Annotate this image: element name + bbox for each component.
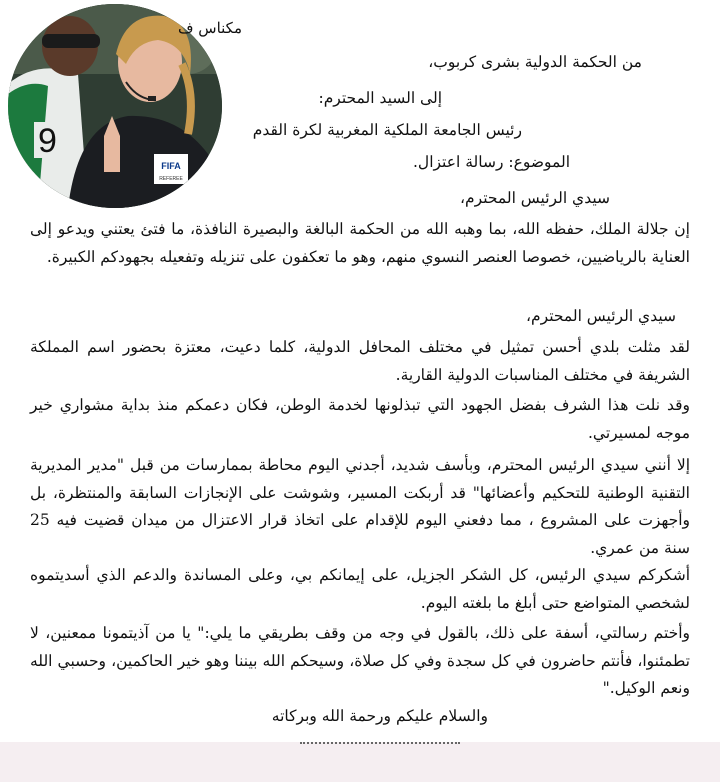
subject-line: الموضوع: رسالة اعتزال. bbox=[413, 153, 570, 171]
jersey-number: 9 bbox=[38, 122, 57, 160]
greeting-2: سيدي الرئيس المحترم، bbox=[526, 307, 676, 325]
letter bbox=[30, 0, 706, 782]
paragraph-6: وأختم رسالتي، أسفة على ذلك، بالقول في وجه من وقف بطريقي ما يلي:" يا من آذيتمونا ممعنين، لا تطمئنوا، فأنتم حاضرون في كل سجدة وفي كل صلاة، وسيحكم الله بيننا وهو خير الحاكمين، وحسبي الله ونعم الوكيل." bbox=[30, 624, 690, 697]
sender-line: من الحكمة الدولية بشرى كربوب، bbox=[428, 53, 642, 71]
fifa-badge-text: FIFA bbox=[161, 161, 181, 171]
page-bottom-edge bbox=[0, 742, 720, 782]
paragraph-2: لقد مثلت بلدي أحسن تمثيل في مختلف المحافل الدولية، كلما دعيت، معتزة بحضور اسم المملكة الشريفة في مختلف المناسبات الدولية القارية. bbox=[30, 338, 690, 384]
paragraph-4: إلا أنني سيدي الرئيس المحترم، وبأسف شديد، أجدني اليوم محاطة بممارسات من قبل "مدير المديرية التقنية الوطنية للتحكيم وأعضائها" قد أربكت المسير، وشوشت على الإنجازات السابقة والمنتظرة، بل وأجهزت على المشروع ، مما دفعني اليوم للإقدام على اتخاذ قرار الاعتزال من ميدان قضيت فيه 25 سنة من عمري. bbox=[30, 456, 690, 557]
place-fragment: مكناس ف bbox=[177, 19, 242, 37]
greeting-1: سيدي الرئيس المحترم، bbox=[460, 189, 610, 207]
referee-badge-text: REFEREE bbox=[159, 176, 183, 182]
closing-line: والسلام عليكم ورحمة الله وبركاته bbox=[271, 707, 488, 725]
recipient-title: رئيس الجامعة الملكية المغربية لكرة القدم bbox=[252, 121, 522, 139]
paragraph-1: إن جلالة الملك، حفظه الله، بما وهبه الله من الحكمة البالغة والبصيرة النافذة، ما فتئ يعتني ويدعو إلى العناية بالرياضيين، خصوصا العنصر النسوي منهم، وهو ما تعكفون على تنزيله وتفعيله بجهودكم الكبيرة. bbox=[30, 220, 690, 266]
paragraph-5: أشكركم سيدي الرئيس، كل الشكر الجزيل، على إيمانكم بي، وعلى المساندة والدعم الذي أسديتموه لشخصي المتواضع حتى أبلغ ما بلغته اليوم. bbox=[30, 566, 690, 612]
paragraph-3: وقد نلت هذا الشرف بفضل الجهود التي تبذلونها لخدمة الوطن، فكان دعمكم منذ بداية مشواري خير موجه لمسيرتي. bbox=[30, 396, 690, 442]
recipient-salutation: إلى السيد المحترم: bbox=[318, 89, 442, 107]
cropped-text-edge bbox=[300, 742, 460, 750]
